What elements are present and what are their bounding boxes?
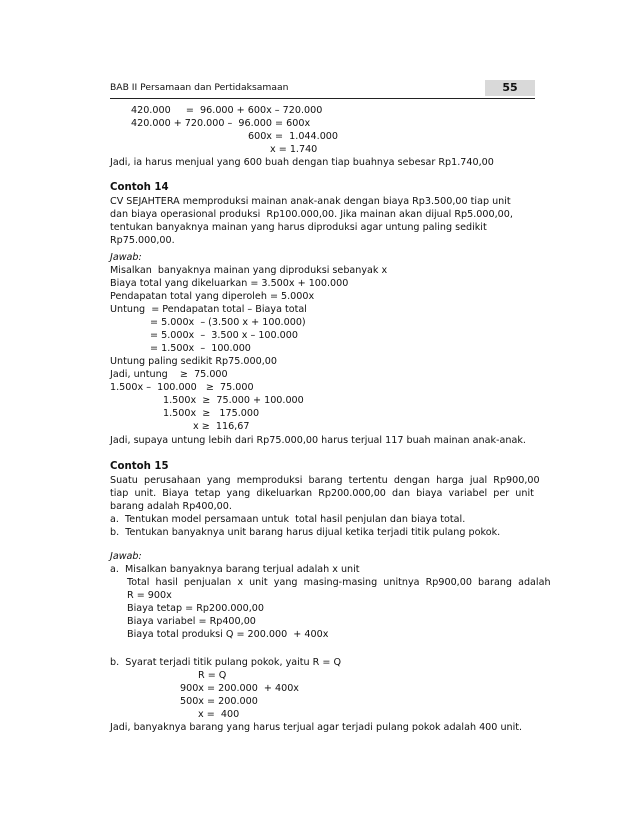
problem-text: CV SEJAHTERA memproduksi mainan anak-anak dengan biaya Rp3.500,00 tiap unit	[110, 196, 511, 207]
solution-line: 1.500x ≥ 75.000 + 100.000	[163, 395, 304, 406]
solution-line: x ≥ 116,67	[193, 421, 250, 432]
solution-line: = 5.000x – 3.500 x – 100.000	[150, 330, 298, 341]
chapter-title: BAB II Persamaan dan Pertidaksamaan	[110, 82, 289, 93]
eq-line: x = 1.740	[270, 144, 318, 155]
problem-text: Rp75.000,00.	[110, 235, 175, 246]
solution-line: = 5.000x – (3.500 x + 100.000)	[150, 317, 306, 328]
problem-text: tiap unit. Biaya tetap yang dikeluarkan Rp200.000,00 dan biaya variabel per unit	[110, 488, 534, 499]
solution-line: R = 900x	[127, 590, 172, 601]
solution-line: 1.500x ≥ 175.000	[163, 408, 260, 419]
solution-line: Biaya total yang dikeluarkan = 3.500x + 100.000	[110, 278, 349, 289]
solution-line: a. Misalkan banyaknya barang terjual adalah x unit	[110, 564, 360, 575]
example-15-title: Contoh 15	[110, 461, 169, 472]
example-14-title: Contoh 14	[110, 182, 169, 193]
solution-line: Misalkan banyaknya mainan yang diproduksi sebanyak x	[110, 265, 388, 276]
page-number: 55	[485, 80, 535, 96]
problem-text: dan biaya operasional produksi Rp100.000,00. Jika mainan akan dijual Rp5.000,00,	[110, 209, 513, 220]
question-a: a. Tentukan model persamaan untuk total hasil penjulan dan biaya total.	[110, 514, 466, 525]
solution-line: 900x = 200.000 + 400x	[180, 683, 299, 694]
problem-text: barang adalah Rp400,00.	[110, 501, 232, 512]
solution-line: Untung = Pendapatan total – Biaya total	[110, 304, 307, 315]
solution-line: Jadi, untung ≥ 75.000	[110, 369, 228, 380]
solution-line: Biaya tetap = Rp200.000,00	[127, 603, 264, 614]
solution-line: b. Syarat terjadi titik pulang pokok, yaitu R = Q	[110, 657, 342, 668]
conclusion: Jadi, ia harus menjual yang 600 buah dengan tiap buahnya sebesar Rp1.740,00	[110, 157, 494, 168]
conclusion: Jadi, supaya untung lebih dari Rp75.000,00 harus terjual 117 buah mainan anak-anak.	[110, 435, 526, 446]
solution-line: Untung paling sedikit Rp75.000,00	[110, 356, 277, 367]
conclusion: Jadi, banyaknya barang yang harus terjual agar terjadi pulang pokok adalah 400 unit.	[110, 722, 523, 733]
solution-line: 1.500x – 100.000 ≥ 75.000	[110, 382, 254, 393]
answer-label: Jawab:	[110, 551, 142, 562]
eq-line: 420.000 = 96.000 + 600x – 720.000	[131, 105, 323, 116]
header-rule	[110, 98, 535, 99]
page-header	[110, 80, 535, 98]
solution-line: x = 400	[198, 709, 240, 720]
solution-line: Total hasil penjualan x unit yang masing-masing unitnya Rp900,00 barang adalah	[127, 577, 551, 588]
solution-line: 500x = 200.000	[180, 696, 258, 707]
solution-line: Biaya variabel = Rp400,00	[127, 616, 256, 627]
solution-line: Pendapatan total yang diperoleh = 5.000x	[110, 291, 315, 302]
solution-line: = 1.500x – 100.000	[150, 343, 251, 354]
solution-line: Biaya total produksi Q = 200.000 + 400x	[127, 629, 329, 640]
solution-line: R = Q	[198, 670, 227, 681]
eq-line: 420.000 + 720.000 – 96.000 = 600x	[131, 118, 311, 129]
problem-text: Suatu perusahaan yang memproduksi barang tertentu dengan harga jual Rp900,00	[110, 475, 540, 486]
question-b: b. Tentukan banyaknya unit barang harus dijual ketika terjadi titik pulang pokok.	[110, 527, 501, 538]
eq-line: 600x = 1.044.000	[248, 131, 339, 142]
problem-text: tentukan banyaknya mainan yang harus diproduksi agar untung paling sedikit	[110, 222, 487, 233]
answer-label: Jawab:	[110, 252, 142, 263]
